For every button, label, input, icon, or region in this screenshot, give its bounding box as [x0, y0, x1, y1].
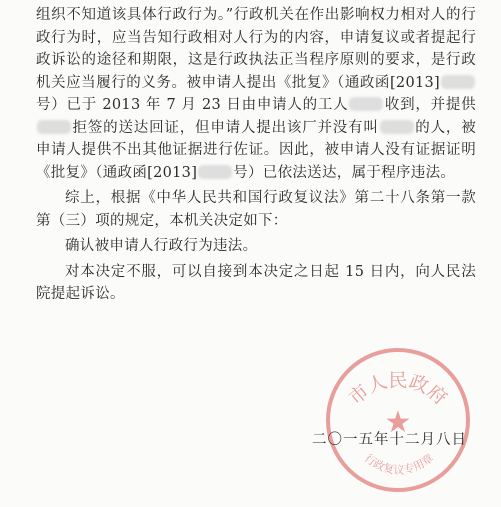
redacted-text [37, 120, 71, 134]
svg-text:★: ★ [384, 405, 412, 440]
document-date: 二〇一五年十二月八日 [312, 432, 467, 448]
redacted-text [441, 75, 475, 89]
paragraph [36, 4, 476, 184]
seal-text: 市人民政府 [344, 369, 452, 410]
redacted-text [349, 97, 383, 111]
paragraph-text: 拒签的送达回证，但申请人提出该厂并没有叫 [72, 119, 379, 136]
paragraph-text: 的人，被申请人提供不出其他证据进行佐证。因此，被申请人没有证据证明《批复》（通政函[2013] [36, 119, 476, 181]
paragraph [36, 187, 476, 232]
paragraph [36, 235, 476, 258]
redacted-text [380, 120, 414, 134]
document-body [36, 4, 476, 309]
paragraph-text: 号）已于 2013 年 7 月 23 日由申请人的工人 [36, 97, 349, 113]
paragraph-text: 收到，并提供 [384, 97, 476, 113]
paragraph-text: 号）已依法送达，属于程序违法。 [233, 164, 456, 181]
paragraph [36, 261, 476, 306]
paragraph-text: 组织不知道该具体行政行为。”行政机关在作出影响权力相对人的行政行为时，应当告知行政相对人行为的内容，申请复议或者提起行政诉讼的途径和期限，这是行政执法正当程序原则的要求，是行政机关应当履行的义务。被申请人提出《批复》（通政函[2013] [36, 7, 476, 91]
paragraph-text: 对本决定不服，可以自接到本决定之日起 15 日内，向人民法院提起诉讼。 [36, 263, 476, 302]
seal-bottom-text: 行政复议专用章 [362, 451, 436, 477]
paragraph-text: 综上，根据《中华人民共和国行政复议法》第二十八条第一款第（三）项的规定，本机关决定如下： [36, 190, 476, 229]
official-seal-icon [318, 340, 478, 500]
paragraph-text: 确认被申请人行政行为违法。 [65, 238, 258, 254]
redacted-text [198, 165, 232, 179]
